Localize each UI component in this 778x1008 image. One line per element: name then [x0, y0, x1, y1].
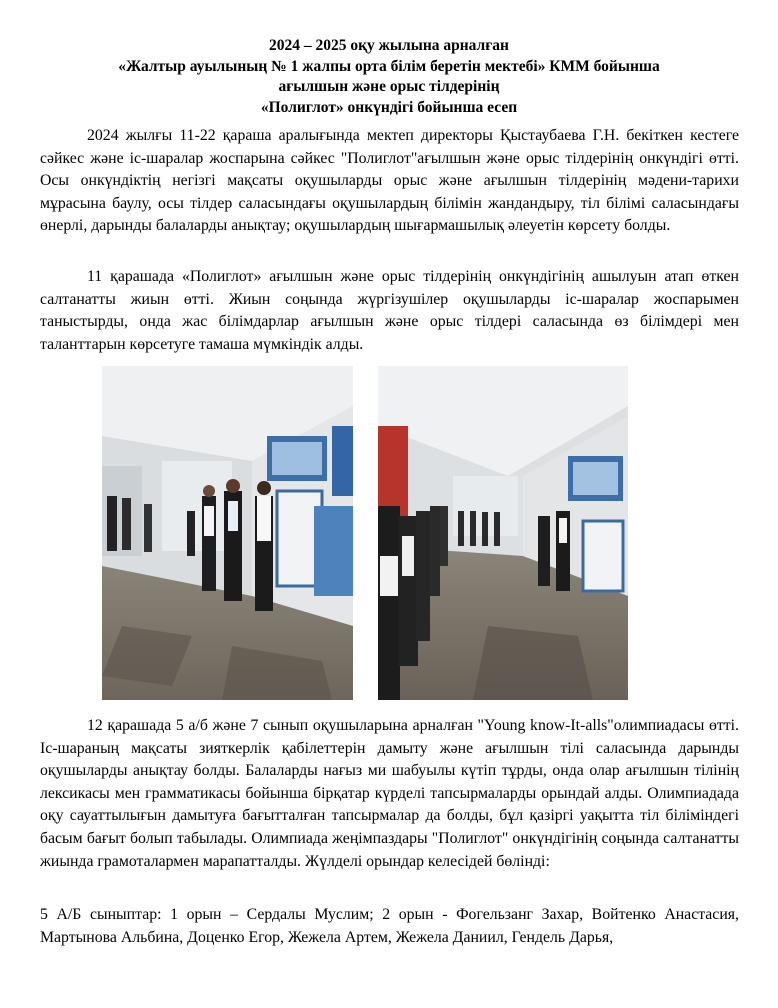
- paragraph-olympiad: 12 қарашада 5 а/б және 7 сынып оқушыларына арналған "Young know-It-alls"олимпиадасы өтті. Іс-шараның мақсаты зияткерлік қабілеттерін дамыту және ағылшын тілі саласында дарынды оқушыларды анықтау болды. Балаларды нағыз ми шабуылы күтіп тұрды, онда олар ағылшын тілінің лексикасы мен грамматикасы бойынша бірқатар күрделі тапсырмаларды орындай алды. Олимпиадада оқу сауаттылығын дамытуға бағытталған тапсырмалар да болды, бұл қазіргі уақытта тіл біліміндегі басым бағыт болып табылады. Олимпиада жеңімпаздары "Полиглот" онкүндігінің соңында салтанатты жиында грамоталармен марапатталды. Жүлделі орындар келесідей бөлінді:: [40, 717, 739, 870]
- report-title: [40, 36, 738, 118]
- paragraph-opening-ceremony: 11 қарашада «Полиглот» ағылшын және орыс тілдерінің онкүндігінің ашылуын атап өткен салтанатты жиын өтті. Жиын соңында жүргізушілер оқушыларды іс-шаралар жоспарымен таныстырды, онда жас білімдарлар ағылшын және орыс тілдері саласында өз білімдері мен таланттарын көрсетуге тамаша мүмкіндік алды.: [40, 268, 739, 353]
- title-line-3: ағылшын және орыс тілдерінің: [278, 78, 500, 95]
- title-line-2: «Жалтыр ауылының № 1 жалпы орта білім беретін мектебі» КММ бойынша: [118, 57, 660, 75]
- paragraph-winners: 5 А/Б сыныптар: 1 орын – Сердалы Муслим; 2 орын - Фогельзанг Захар, Войтенко Анастасия, Мартынова Альбина, Доценко Егор, Жежела Артем, Жежела Даниил, Гендель Дарья,: [40, 906, 739, 946]
- title-line-1: 2024 – 2025 оқу жылына арналған: [269, 37, 509, 54]
- event-photo-1: [102, 366, 353, 700]
- title-line-4: «Полиглот» онкүндігі бойынша есеп: [260, 98, 518, 116]
- paragraph-intro: 2024 жылғы 11-22 қараша аралығында мектеп директоры Қыстаубаева Г.Н. бекіткен кестеге сәйкес және іс-шаралар жоспарына сәйкес "Полиглот"ағылшын және орыс тілдерінің онкүндігі өтті. Осы онкүндіктің негізгі мақсаты оқушыларды орыс және ағылшын тілдерінің мәдени-тарихи мұрасына баулу, осы тілдер саласындағы оқушылардың білімін жандандыру, тіл білімі саласындағы өнерлі, дарынды балаларды анықтау; оқушылардың шығармашылық әлеуетін көрсету болды.: [40, 127, 739, 235]
- event-photo-2: [378, 366, 628, 700]
